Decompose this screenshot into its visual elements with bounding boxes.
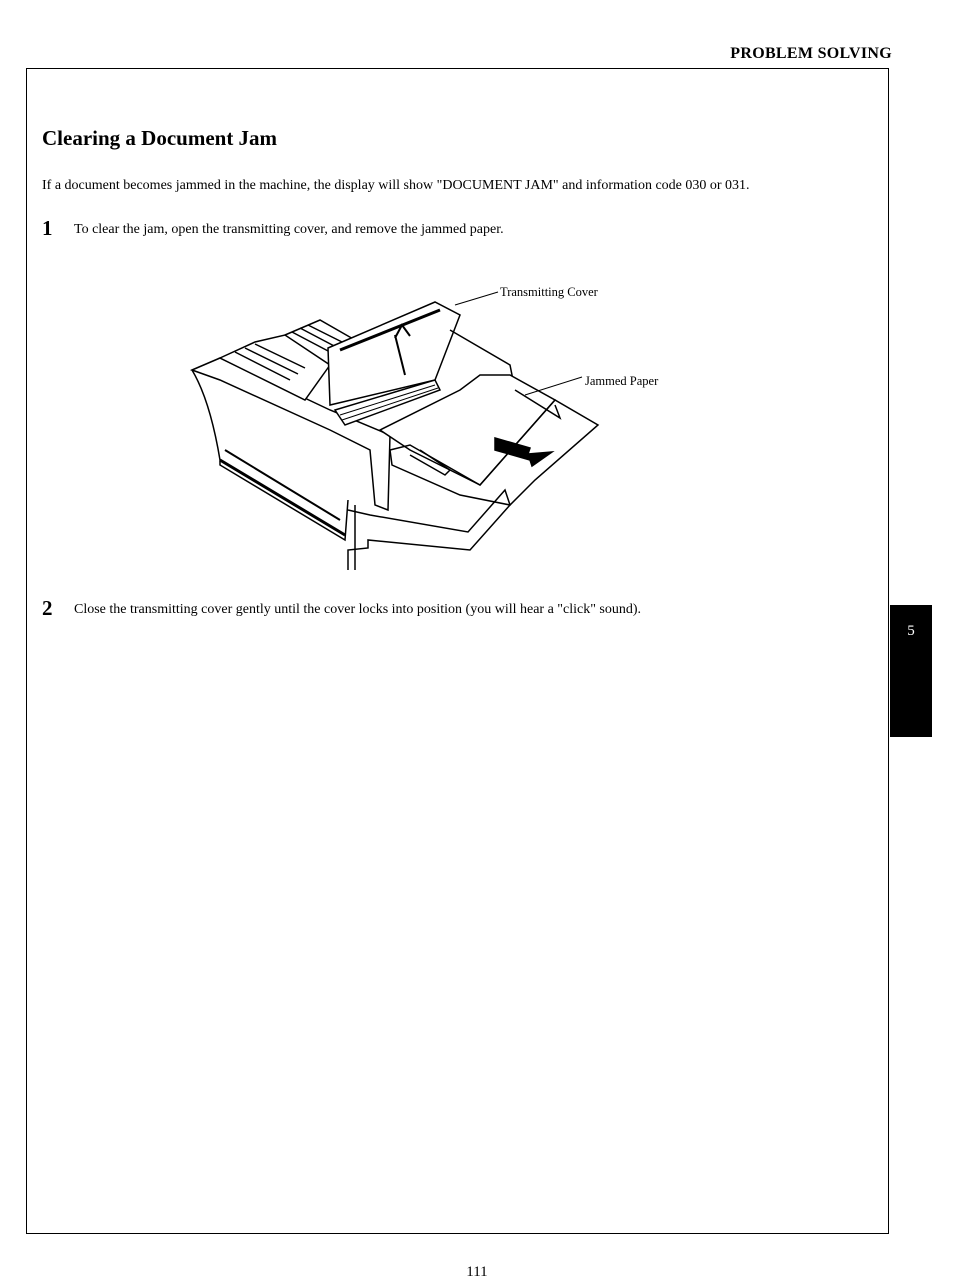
fax-jam-illustration <box>180 270 680 575</box>
page-number: 111 <box>466 1264 488 1280</box>
page-frame <box>26 68 889 1234</box>
section-header: PROBLEM SOLVING <box>730 45 892 62</box>
step-number: 1 <box>42 216 53 240</box>
callout-jammed-paper: Jammed Paper <box>585 374 659 388</box>
step-text: Close the transmitting cover gently until the cover locks into position (you will hear a "click" sound). <box>74 602 642 617</box>
step-number: 2 <box>42 596 53 620</box>
page-title: Clearing a Document Jam <box>42 126 278 150</box>
callout-transmitting-cover: Transmitting Cover <box>500 285 598 299</box>
step-text: To clear the jam, open the transmitting cover, and remove the jammed paper. <box>74 222 504 237</box>
chapter-tab <box>890 605 932 737</box>
chapter-number: 5 <box>907 623 915 639</box>
intro-paragraph: If a document becomes jammed in the machine, the display will show "DOCUMENT JAM" and information code 030 or 031. <box>42 178 750 193</box>
